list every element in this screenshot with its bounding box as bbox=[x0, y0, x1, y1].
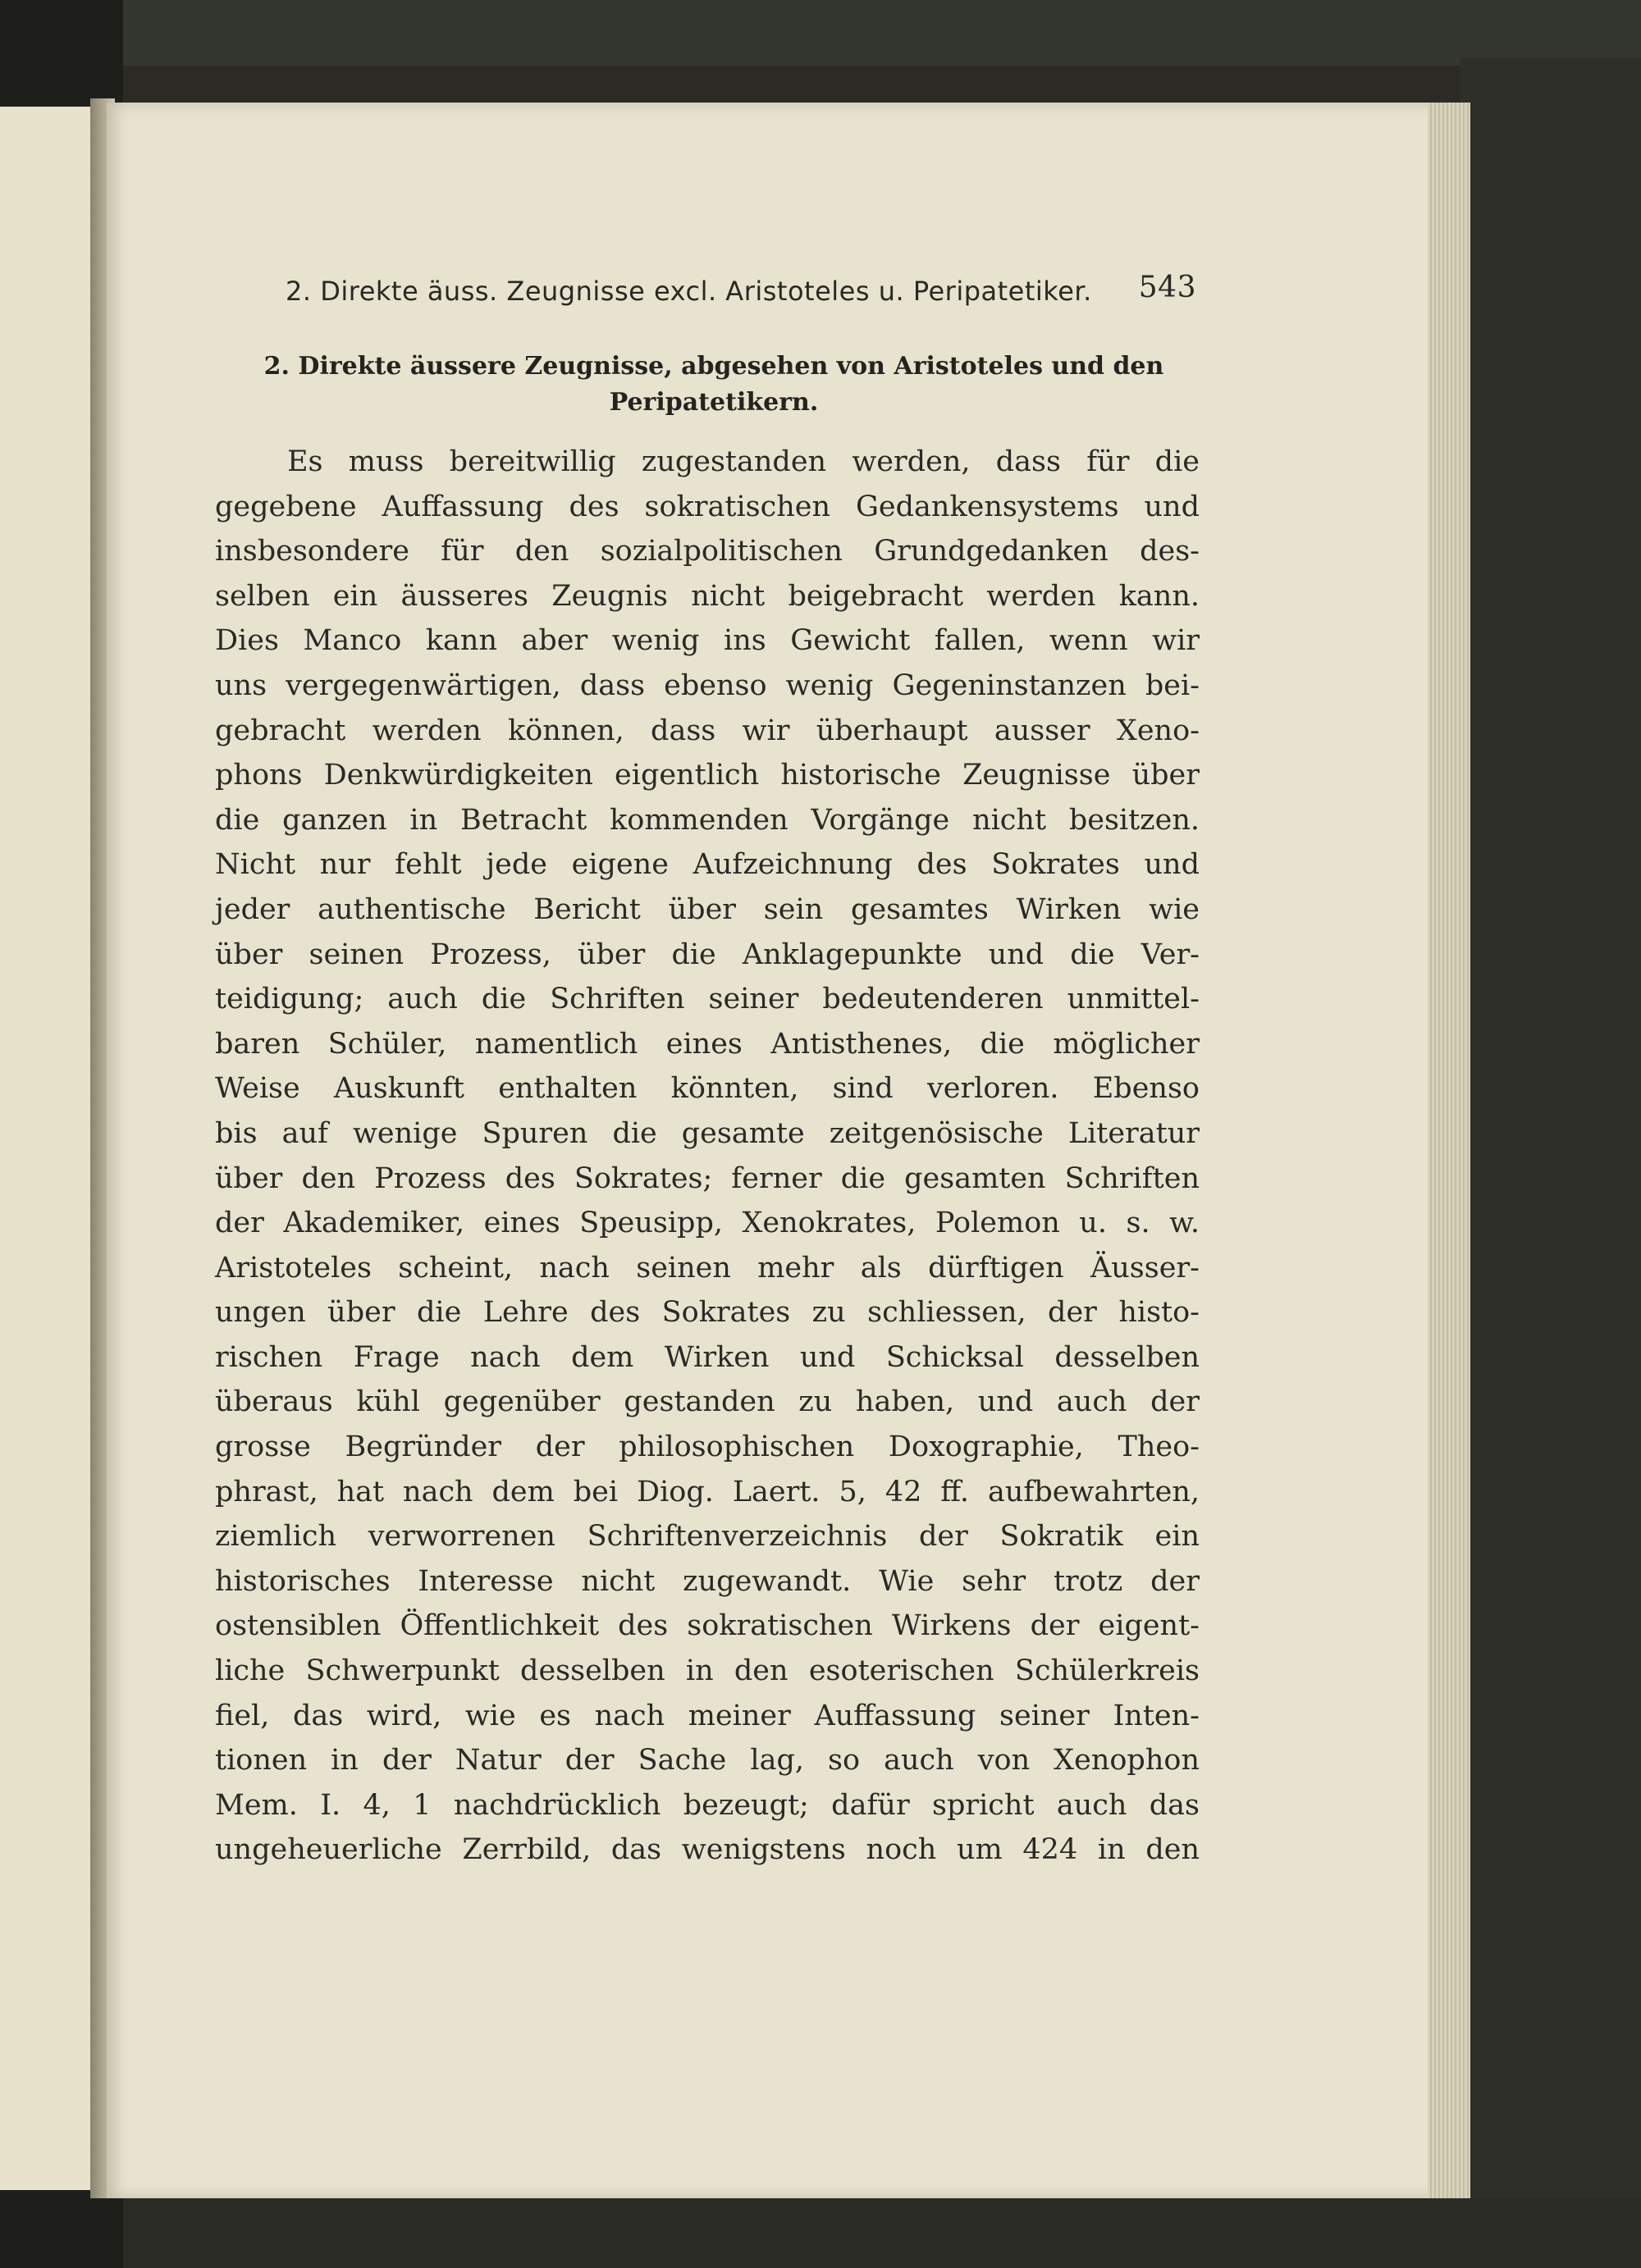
text-line: bis auf wenige Spuren die gesamte zeitgenösische Literatur bbox=[215, 1116, 1200, 1150]
text-line: gegebene Auffassung des sokratischen Gedankensystems und bbox=[215, 490, 1200, 523]
section-heading-line-2: Peripatetikern. bbox=[609, 388, 819, 417]
text-line: phons Denkwürdigkeiten eigentlich historische Zeugnisse über bbox=[215, 759, 1200, 792]
text-line: Es muss bereitwillig zugestanden werden, dass für die bbox=[287, 445, 1200, 478]
facing-page-edge bbox=[0, 107, 102, 2190]
text-line: gebracht werden können, dass wir überhaupt ausser Xeno- bbox=[215, 714, 1200, 747]
text-line: tionen in der Natur der Sache lag, so auch von Xenophon bbox=[215, 1744, 1200, 1777]
text-line: Weise Auskunft enthalten könnten, sind verloren. Ebenso bbox=[215, 1072, 1200, 1106]
text-line: Mem. I. 4, 1 nachdrücklich bezeugt; dafür spricht auch das bbox=[215, 1788, 1200, 1822]
text-line: über den Prozess des Sokrates; ferner die gesamten Schriften bbox=[215, 1161, 1200, 1195]
text-line: rischen Frage nach dem Wirken und Schicksal desselben bbox=[215, 1340, 1200, 1374]
text-line: uns vergegenwärtigen, dass ebenso wenig Gegeninstanzen bei- bbox=[215, 669, 1200, 702]
text-line: liche Schwerpunkt desselben in den esoterischen Schülerkreis bbox=[215, 1654, 1200, 1688]
text-line: grosse Begründer der philosophischen Doxographie, Theo- bbox=[215, 1431, 1200, 1464]
text-line: überaus kühl gegenüber gestanden zu haben, und auch der bbox=[215, 1385, 1200, 1419]
page-number: 543 bbox=[1138, 271, 1196, 304]
text-line: historisches Interesse nicht zugewandt. Wie sehr trotz der bbox=[215, 1564, 1200, 1598]
text-line: phrast, hat nach dem bei Diog. Laert. 5, 42 ff. aufbewahrten, bbox=[215, 1475, 1200, 1508]
text-line: insbesondere für den sozialpolitischen Grundgedanken des- bbox=[215, 535, 1200, 568]
running-head-title: 2. Direkte äuss. Zeugnisse excl. Aristoteles u. Peripatetiker. bbox=[286, 276, 1092, 307]
book-cover-bottom bbox=[123, 2198, 1641, 2268]
page-stack-edge bbox=[1428, 103, 1470, 2198]
book-cover-right bbox=[1460, 57, 1641, 2268]
text-line: ziemlich verworrenen Schriftenverzeichnis der Sokratik ein bbox=[215, 1520, 1200, 1554]
text-line: baren Schüler, namentlich eines Antisthenes, die möglicher bbox=[215, 1027, 1200, 1061]
text-line: selben ein äusseres Zeugnis nicht beigebracht werden kann. bbox=[215, 579, 1200, 613]
section-heading bbox=[238, 349, 1190, 421]
section-heading-line-1: 2. Direkte äussere Zeugnisse, abgesehen von Aristoteles und den bbox=[263, 352, 1164, 381]
text-line: Aristoteles scheint, nach seinen mehr als dürftigen Äusser- bbox=[215, 1251, 1200, 1285]
text-line: Nicht nur fehlt jede eigene Aufzeichnung des Sokrates und bbox=[215, 848, 1200, 882]
text-line: teidigung; auch die Schriften seiner bedeutenderen unmittel- bbox=[215, 983, 1200, 1016]
text-line: fiel, das wird, wie es nach meiner Auffassung seiner Inten- bbox=[215, 1699, 1200, 1732]
text-line: ungeheuerliche Zerrbild, das wenigstens noch um 424 in den bbox=[215, 1833, 1200, 1867]
text-line: jeder authentische Bericht über sein gesamtes Wirken wie bbox=[215, 892, 1200, 926]
text-line: die ganzen in Betracht kommenden Vorgänge nicht besitzen. bbox=[215, 803, 1200, 837]
text-line: über seinen Prozess, über die Anklagepunkte und die Ver- bbox=[215, 938, 1200, 971]
text-line: ostensiblen Öffentlichkeit des sokratischen Wirkens der eigent- bbox=[215, 1609, 1200, 1643]
book-cover-top bbox=[123, 0, 1641, 66]
running-head bbox=[286, 271, 1196, 313]
body-paragraph bbox=[215, 440, 1200, 1873]
text-line: der Akademiker, eines Speusipp, Xenokrates, Polemon u. s. w. bbox=[215, 1207, 1200, 1240]
text-line: Dies Manco kann aber wenig ins Gewicht fallen, wenn wir bbox=[215, 624, 1200, 658]
text-line: ungen über die Lehre des Sokrates zu schliessen, der histo- bbox=[215, 1296, 1200, 1330]
